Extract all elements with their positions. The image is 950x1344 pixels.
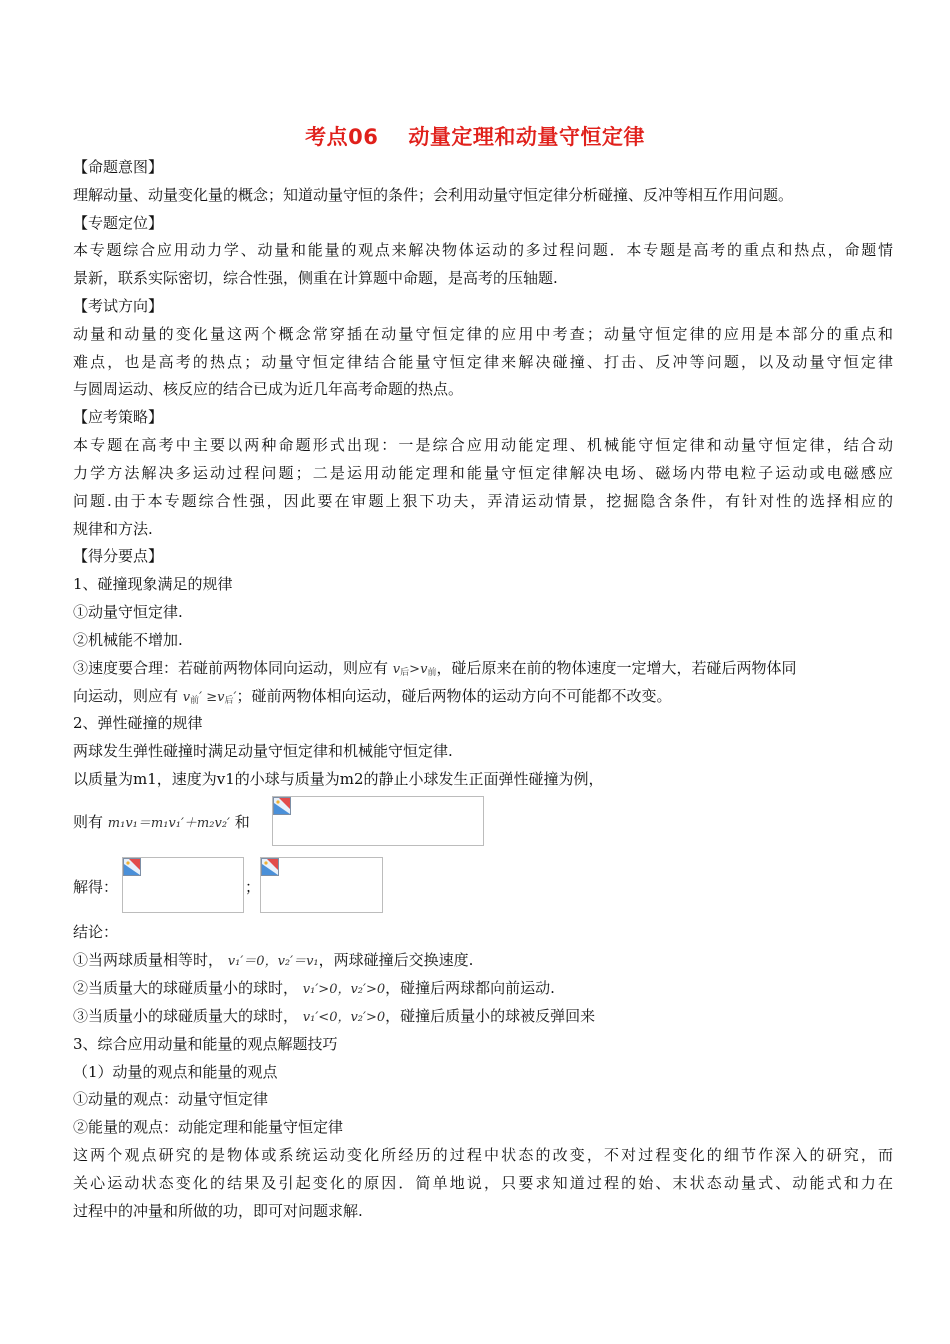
separator: ； (245, 878, 261, 896)
point-heading: 3、综合应用动量和能量的观点解题技巧 (73, 1035, 338, 1053)
section-heading: 【得分要点】 (73, 547, 164, 565)
formula-line: 则有 m₁v₁＝m₁v₁′＋m₂v₂′ 和 (73, 813, 250, 831)
list-item: ①动量的观点：动量守恒定律 (73, 1090, 269, 1108)
energy-equation-image (272, 796, 484, 846)
title-prefix: 考点06 (305, 125, 379, 149)
solution-label: 解得： (73, 878, 119, 896)
paragraph-line: 景新，联系实际密切，综合性强，侧重在计算题中命题，是高考的压轴题. (73, 269, 558, 287)
section-heading: 【命题意图】 (73, 158, 164, 176)
paragraph-line: 动量和动量的变化量这两个概念常穿插在动量守恒定律的应用中考查；动量守恒定律的应用是本部分的重点和 (73, 325, 893, 343)
conclusion-item: ③当质量小的球碰质量大的球时， v₁′<0，v₂′>0，碰撞后质量小的球被反弹回来 (73, 1007, 596, 1025)
broken-image-icon (261, 858, 279, 876)
page-title (0, 121, 950, 151)
paragraph-line: 向运动，则应有 $v_前' \ge v_后'$；碰前两物体相向运动，碰后两物体的运动方向不可能都不改变。 (73, 687, 672, 706)
conclusion-item: ①当两球质量相等时， v₁′＝0，v₂′＝v₁，两球碰撞后交换速度. (73, 951, 474, 969)
paragraph-line: 与圆周运动、核反应的结合已成为近几年高考命题的热点。 (73, 380, 464, 398)
conclusion-item: ②当质量大的球碰质量小的球时， v₁′>0，v₂′>0，碰撞后两球都向前运动. (73, 979, 555, 997)
broken-image-icon (123, 858, 141, 876)
solution-v1-image (122, 857, 244, 913)
inline-formula: $v_前' \ge v_后'$ (182, 690, 237, 706)
list-item-with-formula: ③速度要合理：若碰前两物体同向运动，则应有 $v_后>v_前$，碰后原来在前的物体速度一定增大，若碰后两物体同 (73, 659, 797, 678)
sub-heading: （1）动量的观点和能量的观点 (73, 1063, 278, 1081)
point-heading: 2、弹性碰撞的规律 (73, 714, 203, 732)
inline-formula: v₁′＝0，v₂′＝v₁ (227, 954, 319, 969)
conclusion-heading: 结论： (73, 923, 119, 941)
list-item: ②机械能不增加. (73, 631, 183, 649)
paragraph-line: 本专题在高考中主要以两种命题形式出现：一是综合应用动能定理、机械能守恒定律和动量守恒定律，结合动 (73, 436, 893, 454)
section-heading: 【考试方向】 (73, 297, 164, 315)
inline-formula: v₁′>0，v₂′>0 (302, 982, 386, 997)
section-heading: 【应考策略】 (73, 408, 164, 426)
paragraph-line: 以质量为m1，速度为v1的小球与质量为m2的静止小球发生正面弹性碰撞为例， (73, 770, 604, 788)
paragraph-line: 理解动量、动量变化量的概念；知道动量守恒的条件；会利用动量守恒定律分析碰撞、反冲等相互作用问题。 (73, 186, 794, 204)
list-item: ②能量的观点：动能定理和能量守恒定律 (73, 1118, 344, 1136)
paragraph-line: 两球发生弹性碰撞时满足动量守恒定律和机械能守恒定律. (73, 742, 453, 760)
title-main: 动量定理和动量守恒定律 (408, 125, 645, 149)
paragraph-line: 问题.由于本专题综合性强，因此要在审题上狠下功夫，弄清运动情景，挖掘隐含条件，有针对性的选择相应的 (73, 492, 893, 510)
section-heading: 【专题定位】 (73, 214, 164, 232)
momentum-equation: m₁v₁＝m₁v₁′＋m₂v₂′ (107, 816, 230, 831)
paragraph-line: 关心运动状态变化的结果及引起变化的原因．简单地说，只要求知道过程的始、末状态动量式、动能式和力在 (73, 1174, 893, 1192)
point-heading: 1、碰撞现象满足的规律 (73, 575, 233, 593)
list-item: ①动量守恒定律. (73, 603, 183, 621)
paragraph-line: 规律和方法. (73, 520, 153, 538)
paragraph-line: 这两个观点研究的是物体或系统运动变化所经历的过程中状态的改变，不对过程变化的细节作深入的研究，而 (73, 1146, 893, 1164)
solution-v2-image (260, 857, 383, 913)
broken-image-icon (273, 797, 291, 815)
paragraph-line: 过程中的冲量和所做的功，即可对问题求解. (73, 1202, 363, 1220)
inline-formula: v₁′<0，v₂′>0 (302, 1010, 386, 1025)
paragraph-line: 难点，也是高考的热点；动量守恒定律结合能量守恒定律来解决碰撞、打击、反冲等问题，以及动量守恒定律 (73, 353, 893, 371)
inline-formula: $v_后>v_前$ (392, 662, 437, 678)
paragraph-line: 力学方法解决多运动过程问题；二是运用动能定理和能量守恒定律解决电场、磁场内带电粒子运动或电磁感应 (73, 464, 893, 482)
paragraph-line: 本专题综合应用动力学、动量和能量的观点来解决物体运动的多过程问题．本专题是高考的重点和热点，命题情 (73, 241, 893, 259)
